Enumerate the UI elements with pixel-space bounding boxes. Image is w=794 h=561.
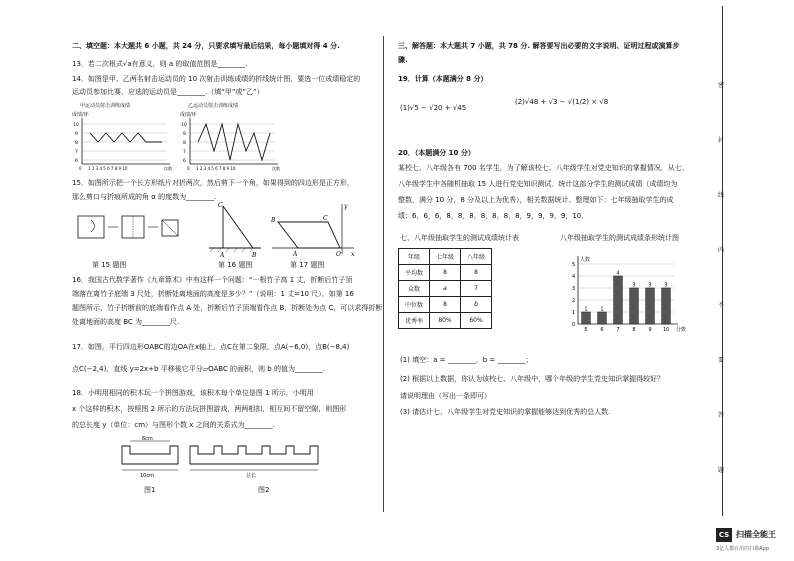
q14-b-ytick: 9 <box>183 132 186 137</box>
bar <box>614 276 623 324</box>
x-tick-label: 7 <box>616 327 620 333</box>
fig18-label-total: 总长 <box>246 473 257 479</box>
fig18-label-6cm: 6cm <box>142 436 153 442</box>
bar <box>662 288 671 324</box>
q14-b-ytick: 8 <box>183 141 186 146</box>
table-cell: 平均数 <box>399 265 430 281</box>
question-20-line4: 绩：6，6，6，8，8，8，8，8，8，8，9，9，9，9，10． <box>398 212 589 220</box>
question-13: 13．若二次根式√a有意义，则 a 的取值范围是________. <box>72 60 248 68</box>
bar-value-label: 3 <box>664 282 668 289</box>
question-20-line1: 某校七、八年级各有 700 名学生，为了解该校七、八年级学生对党史知识的掌握情况，从七、 <box>398 164 689 172</box>
table-cell: 7 <box>461 281 492 297</box>
side-mark: 线 <box>717 192 724 199</box>
x-tick-label: 6 <box>600 327 604 333</box>
table-header-cell: 年级 <box>399 249 430 265</box>
table-header-cell: 八年级 <box>461 249 492 265</box>
q14-a-xticks: 1 2 3 4 5 6 7 8 9 10 <box>88 166 128 171</box>
fig16-diagram <box>205 200 265 258</box>
bar-value-label: 4 <box>616 270 620 277</box>
bar-value-label: 3 <box>632 282 636 289</box>
side-mark: 密 <box>717 82 724 89</box>
question-18-line2: x 个这样的积木，按照图 2 所示的方法玩拼图游戏，两两相扣，相互间不留空隙，则图形 <box>72 405 347 413</box>
fig17-diagram <box>268 200 358 258</box>
fig18-caption-2: 图2 <box>258 486 270 494</box>
column-divider <box>383 36 384 512</box>
table-cell: 8 <box>430 297 461 313</box>
y-tick-label: 5 <box>572 262 576 268</box>
y-tick-label: 2 <box>572 298 576 304</box>
question-16-line2: 端落在离竹子底端 3 尺处，折断处离地面的高度是多少？”（说明：1 丈=10 尺）．如第 16 <box>72 290 354 298</box>
q14-chart-a-title: 甲运动员射击训练成绩 <box>80 103 131 109</box>
table-header-cell: 七年级 <box>430 249 461 265</box>
section2-heading: 二、填空题：本大题共 6 小题，共 24 分，只要求填写最后结果，每小题填对得 4 分. <box>72 42 340 50</box>
section3-heading-cont: 骤. <box>398 56 408 64</box>
table-row <box>399 265 492 281</box>
y-tick-label: 3 <box>572 286 576 292</box>
question-17-line1: 17．如图，平行四边形OABC的边OA在x轴上，点C在第二象限，点A(−6,0)，点B(−8,4) <box>72 343 350 351</box>
q14-chart-a-plot <box>72 116 177 172</box>
q14-chart-b-plot <box>180 116 285 172</box>
bar <box>598 312 607 324</box>
bar-chart <box>560 250 690 342</box>
side-mark: 内 <box>717 247 724 254</box>
table-cell: 80% <box>430 313 461 329</box>
bar <box>630 288 639 324</box>
side-mark: 不 <box>717 302 724 309</box>
table-cell: 优秀率 <box>399 313 430 329</box>
question-20-part2-cont: 请说明理由（写出一条即可） <box>400 392 491 400</box>
bar-value-label: 1 <box>584 306 588 313</box>
q14-chart-a <box>72 102 177 174</box>
x-tick-label: 10 <box>663 327 670 333</box>
table-cell: b <box>461 297 492 313</box>
q14-chart-b <box>180 102 285 174</box>
scanner-brand: 扫描全能王 <box>736 530 776 539</box>
side-mark: 要 <box>717 357 724 364</box>
bar <box>582 312 591 324</box>
q14-a-ytick: 6 <box>75 159 78 164</box>
table-header-row <box>399 249 492 265</box>
x-tick-label: 5 <box>584 327 588 333</box>
q14-a-ytick: 10 <box>73 123 79 128</box>
question-19-title: 19．计算（本题满分 8 分） <box>398 75 488 83</box>
q14-a-xtick-origin: 0 <box>79 166 82 171</box>
stats-table <box>398 248 492 329</box>
q14-chart-b-ylabel: 成绩/环 <box>180 112 197 118</box>
scanner-logo-icon: CS <box>716 528 732 542</box>
scanner-tagline: 3亿人都在用的扫描App <box>716 546 769 552</box>
q14-chart-b-title: 乙运动员射击训练成绩 <box>188 103 239 109</box>
y-tick-label: 1 <box>572 310 576 316</box>
fig18-diagram <box>118 434 328 484</box>
question-20-part2: (2) 根据以上数据，你认为该校七、八年级中，哪个年级的学生党史知识掌握得较好？ <box>400 375 665 383</box>
fig17-label-b: B <box>271 217 276 224</box>
bar-value-label: 1 <box>600 306 604 313</box>
fig18-label-10cm: 10cm <box>140 473 154 479</box>
question-16-line1: 16．我国古代数学著作《九章算术》中有这样一个问题：“一根竹子高 1 丈，折断后竹子顶 <box>72 276 353 284</box>
fig16-label-c: C <box>218 202 223 209</box>
question-17-line2: 点C(−2,4)，直线 y=2x+b 平移後它平分▱OABC 的面积，则 b 的值为________. <box>72 365 326 373</box>
q14-b-xticks: 1 2 3 4 5 6 7 8 9 10 <box>196 166 236 171</box>
side-mark: 答 <box>717 412 724 419</box>
question-20-part3: (3) 请估计七、八年级学生对党史知识的掌握能够达到优秀的总人数. <box>400 408 611 416</box>
question-16-line3: 题图所示，竹子折断前的底端看作点 A 处，折断后竹子顶端看作点 B，折断处为点 C，可以求得折断 <box>72 304 383 312</box>
question-16-line4: 处离地面的高度 BC 为________尺. <box>72 318 180 326</box>
x-axis-title: 分数 <box>676 327 687 333</box>
table-cell: 60% <box>461 313 492 329</box>
table-row <box>399 281 492 297</box>
section3-heading: 三、解答题：本大题共 7 小题，共 78 分. 解答要写出必要的文字说明、证明过程或演算步 <box>398 42 680 50</box>
fig17-label-y: y <box>344 203 348 210</box>
q14-chart-a-ylabel: 成绩/环 <box>72 112 89 118</box>
fig17-label-a: A <box>293 251 298 258</box>
q14-b-ytick: 7 <box>183 150 186 155</box>
table-cell: a <box>430 281 461 297</box>
question-20-fill: (1) 填空：a = ________，b = ________； <box>400 356 533 364</box>
fig18-caption-1: 图1 <box>144 486 156 494</box>
q14-a-ytick: 7 <box>75 150 78 155</box>
q14-a-xlabel: 次数 <box>164 166 172 171</box>
x-tick-label: 8 <box>632 327 636 333</box>
bar-value-label: 3 <box>648 282 652 289</box>
y-tick-label: 4 <box>572 274 576 280</box>
question-20-line2: 八年级学生中各随机抽取 15 人进行党史知识测试．统计这部分学生的测试成绩（成绩均为 <box>398 180 678 188</box>
y-axis-title: 人数 <box>580 257 591 263</box>
question-14-line1: 14．如图是甲、乙两名射击运动员的 10 次射击训练成绩的折线统计图，要选一位成绩稳定的 <box>72 75 361 83</box>
fig16-caption: 第 16 题图 <box>218 261 253 269</box>
question-18-line3: 的总长度 y（单位：cm）与图形个数 x 之间的关系式为________. <box>72 421 275 429</box>
question-15-line1: 15．如图所示把一个长方形纸片对折两次，然后剪下一个角，如果得到的四边形是正方形， <box>72 179 354 187</box>
question-18-line1: 18．小明用相同的积木玩一个拼图游戏，该积木每个单位是图 1 所示，小明用 <box>72 389 314 397</box>
question-15-line2: 那么剪口与折痕所成的角 α 的度数为________. <box>72 193 217 201</box>
q14-a-ytick: 9 <box>75 132 78 137</box>
question-14-line2: 运动员参加比赛，应选的运动员是________.（填“甲”或“乙”） <box>72 88 264 96</box>
table-cell: 8 <box>461 265 492 281</box>
fig16-label-b: B <box>252 252 257 258</box>
q14-b-xtick-origin: 0 <box>187 166 190 171</box>
side-mark: 题 <box>717 467 724 474</box>
stats-table-title: 七、八年级抽取学生的测试成绩统计表 <box>400 234 519 242</box>
fig17-label-o: O <box>336 251 341 258</box>
question-20-line3: 整数，满分 10 分，8 分及以上为优秀），相关数据统计、整理如下：七年级抽取学生的成 <box>398 196 674 204</box>
table-row <box>399 297 492 313</box>
side-mark: 封 <box>717 137 724 144</box>
question-19-part2: (2)√48 + √3 − √(1/2) × √8 <box>515 98 609 106</box>
q14-a-ytick: 8 <box>75 141 78 146</box>
bar <box>646 288 655 324</box>
q14-b-xlabel: 次数 <box>272 166 280 171</box>
question-19-part1: (1)√5 − √20 + √45 <box>400 104 467 112</box>
fig17-label-c: C <box>323 215 328 222</box>
table-cell: 中位数 <box>399 297 430 313</box>
fig17-caption: 第 17 题图 <box>290 261 325 269</box>
x-tick-label: 9 <box>648 327 652 333</box>
question-20-title: 20．（本题满分 10 分） <box>398 149 475 157</box>
fig15-diagram <box>76 206 186 250</box>
bar-chart-title: 八年级抽取学生的测试成绩条形统计图 <box>560 234 679 242</box>
q14-b-ytick: 6 <box>183 159 186 164</box>
table-row <box>399 313 492 329</box>
binding-margin-marks <box>714 10 728 510</box>
table-cell: 众数 <box>399 281 430 297</box>
q14-b-ytick: 10 <box>181 123 187 128</box>
table-cell: 8 <box>430 265 461 281</box>
fig16-label-a: A <box>220 252 225 258</box>
fig17-label-x: x <box>351 251 355 258</box>
fig15-caption: 第 15 题图 <box>92 261 127 269</box>
y-tick-label: 0 <box>572 322 576 328</box>
